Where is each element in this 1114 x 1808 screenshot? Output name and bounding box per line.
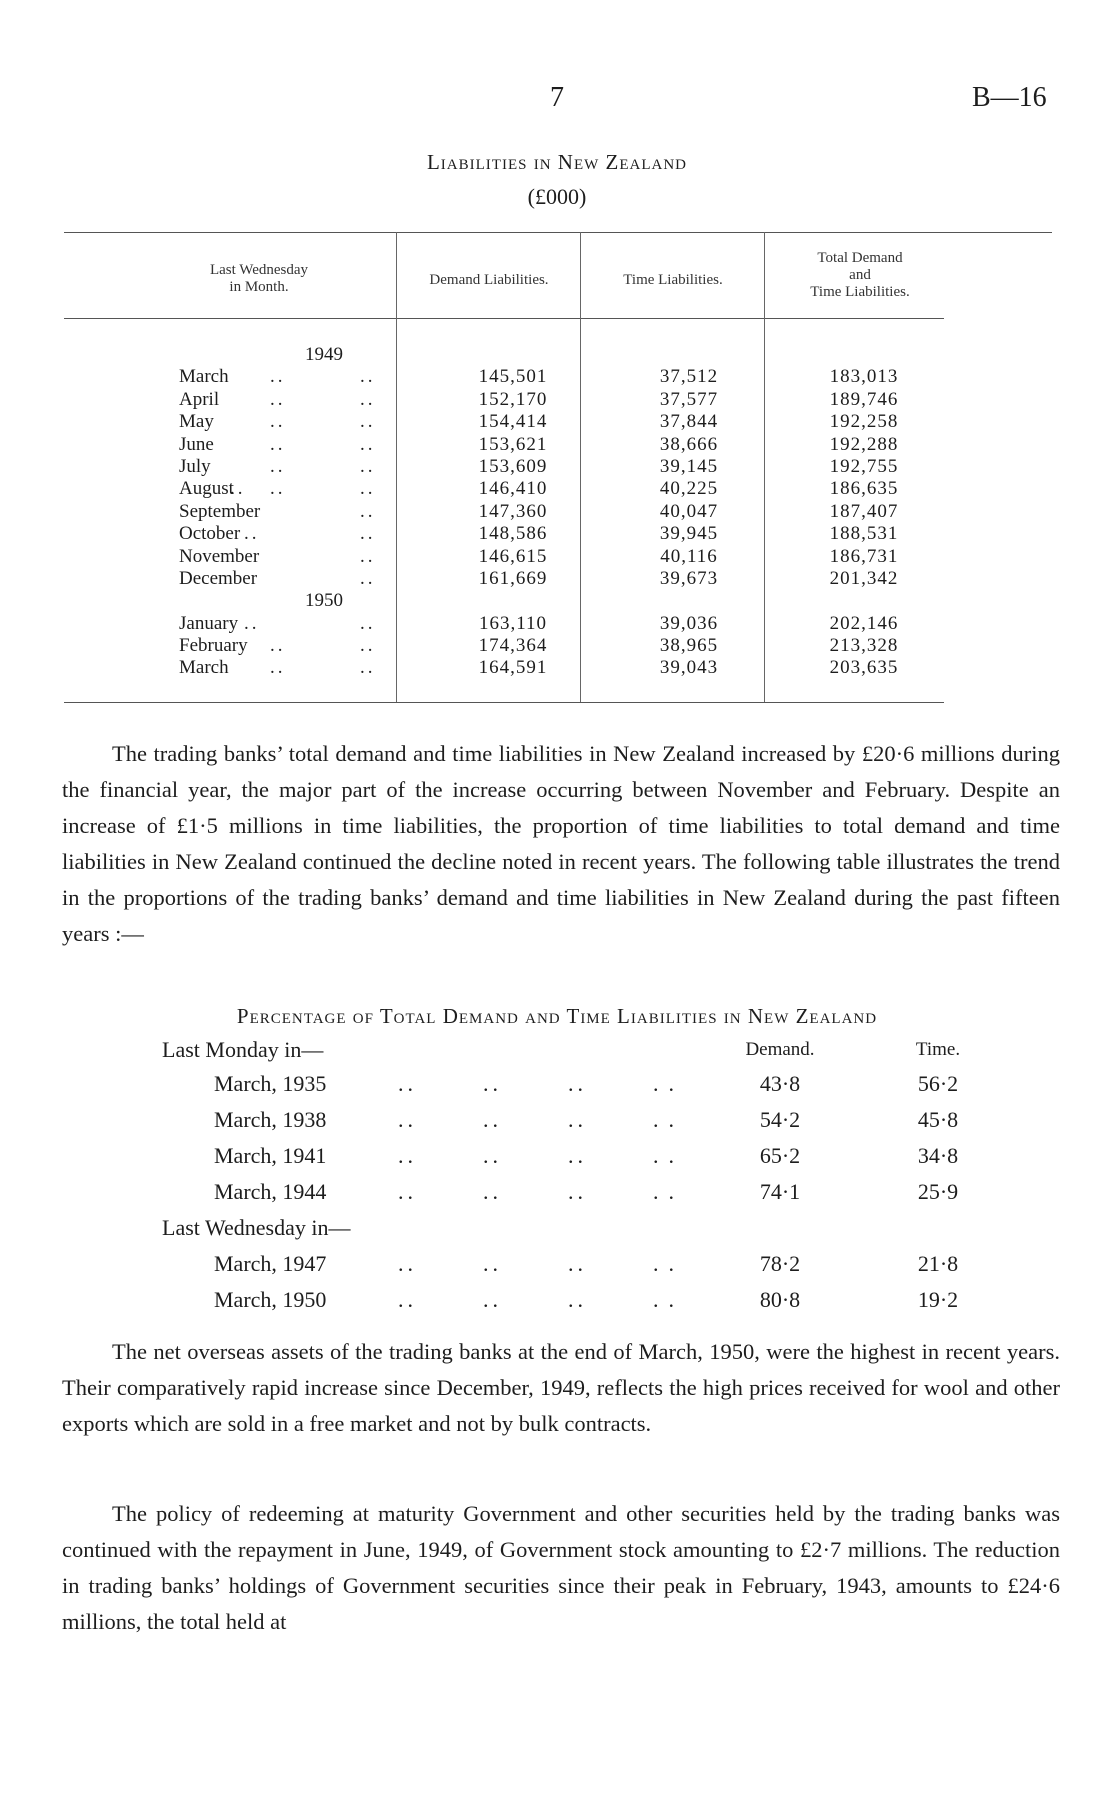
demand-cell: 153,621: [478, 433, 548, 455]
time-cell: 37,577: [659, 388, 719, 410]
table-row: [64, 366, 1052, 388]
paragraph-text: The net overseas assets of the trading banks at the end of March, 1950, were the highest in recent years. Their comparatively rapid increase since December, 1949, reflects the high prices received for wool and other exports which are sold in a free market and not by bulk contracts.: [62, 1339, 1060, 1436]
period-cell: March, 1944: [214, 1179, 327, 1204]
leader-dots: .. .. .. ..: [398, 1251, 684, 1276]
table-row: [64, 546, 1052, 568]
time-cell: 38,965: [659, 635, 719, 657]
month-cell: June: [179, 433, 214, 455]
time-percent-cell: 21·8: [917, 1251, 959, 1276]
demand-percent-cell: 43·8: [759, 1071, 801, 1096]
table-top-rule: [64, 232, 1052, 233]
month-cell: July: [179, 455, 211, 477]
table2-rows-wednesday: [0, 1246, 1114, 1318]
leader-dots: ..: [360, 612, 376, 634]
demand-cell: 146,615: [478, 545, 548, 567]
table-row: [64, 657, 1052, 679]
percentage-table: [0, 1030, 1114, 1318]
header-time: Time Liabilities.: [623, 272, 723, 288]
demand-cell: 163,110: [478, 612, 548, 634]
period-cell: March, 1950: [214, 1287, 327, 1312]
demand-cell: 154,414: [478, 411, 548, 433]
total-cell: 189,746: [829, 388, 899, 410]
table-row: [64, 478, 1052, 500]
time-cell: 37,512: [659, 366, 719, 388]
header-month-line: in Month.: [229, 279, 289, 295]
month-cell: November: [179, 545, 260, 567]
time-cell: 37,844: [659, 411, 719, 433]
paragraph-overseas-assets: [62, 1334, 1060, 1442]
total-cell: 186,731: [829, 545, 899, 567]
leader-dots: ..: [360, 411, 376, 433]
demand-percent-cell: 78·2: [759, 1251, 801, 1276]
leader-dots: ..: [270, 455, 286, 477]
table-row: [0, 1102, 1114, 1138]
period-cell: March, 1947: [214, 1251, 327, 1276]
paragraph-text: The policy of redeeming at maturity Government and other securities held by the trading banks was continued with the repayment in June, 1949, of Government stock amounting to £2·7 millions. The reduction in trading banks’ holdings of Government securities since their peak in February, 1943, amounts to £24·6 millions, the total held at: [62, 1501, 1060, 1634]
time-percent-cell: 25·9: [917, 1179, 959, 1204]
total-cell: 202,146: [829, 612, 899, 634]
leader-dots: ..: [230, 478, 246, 500]
month-cell: December: [179, 567, 258, 589]
table-row: [0, 1246, 1114, 1282]
period-cell: March, 1941: [214, 1143, 327, 1168]
month-cell: February: [179, 635, 248, 657]
demand-cell: 148,586: [478, 523, 548, 545]
header-month-line: Last Wednesday: [209, 262, 309, 278]
demand-cell: 147,360: [478, 500, 548, 522]
month-cell: March: [179, 657, 229, 679]
month-cell: May: [179, 411, 214, 433]
leader-dots: ..: [360, 523, 376, 545]
table-row: [64, 456, 1052, 478]
table2-header-time: Time.: [915, 1039, 961, 1060]
table2-group-label: Last Wednesday in—: [162, 1215, 351, 1240]
header-total-line: and: [849, 267, 871, 283]
time-percent-cell: 56·2: [917, 1071, 959, 1096]
table2-rows-monday: [0, 1066, 1114, 1210]
demand-percent-cell: 74·1: [759, 1179, 801, 1204]
month-cell: October: [179, 523, 241, 545]
leader-dots: ..: [270, 388, 286, 410]
leader-dots: .. .. .. ..: [398, 1179, 684, 1204]
total-cell: 201,342: [829, 567, 899, 589]
month-cell: March: [179, 366, 229, 388]
demand-cell: 164,591: [478, 657, 548, 679]
leader-dots: ..: [270, 635, 286, 657]
month-cell: January: [179, 612, 239, 634]
table-row: [64, 523, 1052, 545]
period-cell: March, 1938: [214, 1107, 327, 1132]
time-cell: 39,043: [659, 657, 719, 679]
liabilities-table: [64, 232, 1052, 702]
time-percent-cell: 19·2: [917, 1287, 959, 1312]
table2-group-label: Last Monday in—: [162, 1037, 324, 1062]
year-label: 1949: [305, 344, 343, 365]
table-row: [64, 613, 1052, 635]
page-number: 7: [550, 82, 564, 113]
table-row: [0, 1282, 1114, 1318]
table1-unit: (£000): [527, 184, 587, 209]
leader-dots: ..: [360, 657, 376, 679]
table2-title: Percentage of Total Demand and Time Liabilities in New Zealand: [236, 1004, 878, 1028]
total-cell: 183,013: [829, 366, 899, 388]
table-row: [0, 1174, 1114, 1210]
leader-dots: ..: [360, 567, 376, 589]
paragraph-securities: [62, 1496, 1060, 1640]
leader-dots: ..: [360, 500, 376, 522]
demand-cell: 145,501: [478, 366, 548, 388]
table-row: [0, 1066, 1114, 1102]
time-percent-cell: 34·8: [917, 1143, 959, 1168]
year-row: [64, 344, 1052, 366]
time-cell: 38,666: [659, 433, 719, 455]
header-total-line: Time Liabilities.: [810, 284, 910, 300]
paragraph-liabilities: [62, 736, 1060, 952]
header-month: [144, 262, 374, 296]
leader-dots: ..: [270, 657, 286, 679]
time-cell: 40,116: [660, 545, 718, 567]
table-row: [64, 411, 1052, 433]
table-bottom-rule: [64, 702, 944, 703]
leader-dots: .. .. .. ..: [398, 1143, 684, 1168]
total-cell: 188,531: [829, 523, 899, 545]
header-demand: Demand Liabilities.: [429, 272, 549, 288]
total-cell: 192,288: [829, 433, 899, 455]
demand-cell: 153,609: [478, 455, 548, 477]
leader-dots: ..: [360, 388, 376, 410]
leader-dots: ..: [270, 478, 286, 500]
leader-dots: ..: [270, 433, 286, 455]
table1-title: Liabilities in New Zealand: [426, 150, 688, 174]
year-row: [64, 590, 1052, 612]
leader-dots: .. .. .. ..: [398, 1287, 684, 1312]
leader-dots: .. .. .. ..: [398, 1107, 684, 1132]
table-row: [64, 389, 1052, 411]
leader-dots: .. .. .. ..: [398, 1071, 684, 1096]
table2-header: [0, 1030, 1114, 1066]
leader-dots: ..: [360, 545, 376, 567]
total-cell: 203,635: [829, 657, 899, 679]
time-cell: 39,145: [659, 455, 719, 477]
demand-percent-cell: 54·2: [759, 1107, 801, 1132]
year-label: 1950: [305, 590, 343, 612]
demand-percent-cell: 80·8: [759, 1287, 801, 1312]
demand-cell: 174,364: [478, 635, 548, 657]
table1-body: [64, 344, 1052, 680]
time-percent-cell: 45·8: [917, 1107, 959, 1132]
leader-dots: ..: [360, 478, 376, 500]
header-total: [772, 250, 948, 301]
leader-dots: ..: [360, 455, 376, 477]
period-cell: March, 1935: [214, 1071, 327, 1096]
total-cell: 186,635: [829, 478, 899, 500]
month-cell: April: [179, 388, 220, 410]
total-cell: 213,328: [829, 635, 899, 657]
table-header-rule: [64, 318, 944, 319]
leader-dots: ..: [270, 411, 286, 433]
leader-dots: ..: [244, 523, 260, 545]
leader-dots: ..: [270, 366, 286, 388]
time-cell: 39,673: [659, 567, 719, 589]
total-cell: 192,258: [829, 411, 899, 433]
leader-dots: ..: [360, 366, 376, 388]
table2-header-demand: Demand.: [745, 1039, 815, 1060]
leader-dots: ..: [360, 433, 376, 455]
time-cell: 40,047: [659, 500, 719, 522]
month-cell: August: [179, 478, 234, 500]
demand-cell: 152,170: [478, 388, 548, 410]
leader-dots: ..: [244, 612, 260, 634]
document-reference: B—16: [972, 82, 1047, 113]
table2-group-row: [0, 1210, 1114, 1246]
time-cell: 39,036: [659, 612, 719, 634]
total-cell: 192,755: [829, 455, 899, 477]
leader-dots: ..: [360, 635, 376, 657]
month-cell: September: [179, 500, 261, 522]
table-row: [0, 1138, 1114, 1174]
time-cell: 40,225: [659, 478, 719, 500]
time-cell: 39,945: [659, 523, 719, 545]
header-total-line: Total Demand: [817, 250, 903, 266]
paragraph-text: The trading banks’ total demand and time liabilities in New Zealand increased by £20·6 millions during the financial year, the major part of the increase occurring between November and February. Despite an increase of £1·5 millions in time liabilities, the proportion of time liabilities to total demand and time liabilities in New Zealand continued the decline noted in recent years. The following table illustrates the trend in the proportions of the trading banks’ demand and time liabilities in New Zealand during the past fifteen years :—: [62, 741, 1060, 946]
table-row: [64, 434, 1052, 456]
table-row: [64, 635, 1052, 657]
table-row: [64, 501, 1052, 523]
table-row: [64, 568, 1052, 590]
demand-cell: 161,669: [478, 567, 548, 589]
total-cell: 187,407: [829, 500, 899, 522]
demand-percent-cell: 65·2: [759, 1143, 801, 1168]
demand-cell: 146,410: [478, 478, 548, 500]
